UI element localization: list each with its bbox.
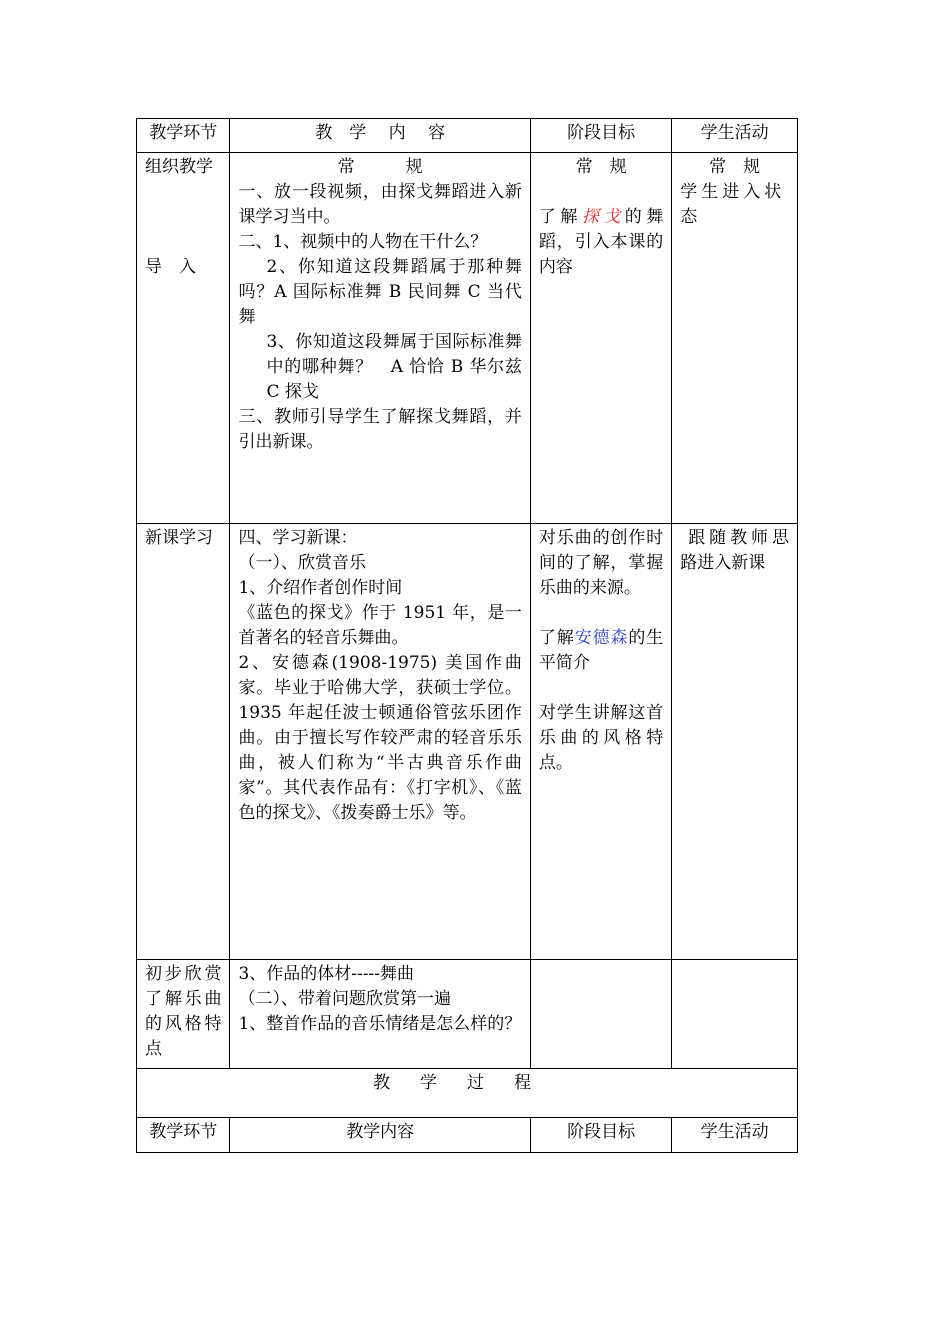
content-cell (230, 524, 530, 960)
content-line-3: 1、整首作品的音乐情绪是怎么样的？ (238, 1014, 522, 1034)
activity-text: 跟随教师思路进入新课 (680, 528, 789, 573)
header-content: 教 学 内 容 (230, 119, 530, 153)
goal-3: 对学生讲解这首乐曲的风格特点。 (538, 703, 664, 773)
activity-cell (672, 524, 798, 960)
section-title: 教学过程 (137, 1069, 798, 1118)
goal-cell (530, 153, 671, 524)
row-new-lesson (137, 524, 798, 960)
goal-text: 了解探戈的舞蹈，引入本课的内容 (538, 207, 664, 277)
content-line-1: 四、学习新课： (238, 528, 358, 548)
footer-header-stage: 教学环节 (137, 1118, 230, 1153)
activity-cell (672, 153, 798, 524)
highlight-tango: 探戈 (581, 207, 625, 227)
activity-cell (672, 960, 798, 1069)
content-line-3: 2、你知道这段舞蹈属于那种舞吗？A 国际标准舞 B 民间舞 C 当代舞 (238, 257, 522, 327)
content-line-3: 1、介绍作者创作时间 (238, 578, 403, 598)
content-cell (230, 960, 530, 1069)
content-line-1: 一、放一段视频，由探戈舞蹈进入新课学习当中。 (238, 182, 522, 227)
stage-cell (137, 960, 230, 1069)
content-line-5: 三、教师引导学生了解探戈舞蹈，并引出新课。 (238, 407, 522, 452)
content-cell (230, 153, 530, 524)
content-line-2: （二）、带着问题欣赏第一遍 (238, 989, 451, 1009)
goal-cell (530, 524, 671, 960)
footer-header-row (137, 1118, 798, 1153)
stage-cell: 新课学习 (137, 524, 230, 960)
highlight-anderson: 安德森 (574, 628, 629, 648)
stage-text: 初步欣赏了解乐曲的风格特点 (145, 964, 222, 1059)
lesson-plan-table (136, 118, 798, 1153)
content-line-2: 二、1、视频中的人物在干什么？ (238, 232, 488, 252)
content-line-4: 3、你知道这段舞属于国际标准舞中的哪种舞？ A 恰恰 B 华尔兹 C 探戈 (266, 332, 528, 402)
content-line-4: 《蓝色的探戈》作于 1951 年，是一首著名的轻音乐舞曲。 (238, 603, 522, 648)
stage-intro: 导 入 (145, 257, 196, 277)
section-title-row (137, 1069, 798, 1118)
goal-2: 了解安德森的生平简介 (538, 628, 664, 673)
stage-cell (137, 153, 230, 524)
activity-text: 学生进入状态 (680, 182, 786, 227)
stage-organize: 组织教学 (145, 157, 213, 177)
content-line-5: 2、安德森(1908-1975) 美国作曲家。毕业于哈佛大学，获硕士学位。1935 年起任波士顿通俗管弦乐团作曲。由于擅长写作较严肃的轻音乐乐曲，被人们称为“半古典音乐作曲家”。其代表作品有：《打字机》、《蓝色的探戈》、《拨奏爵士乐》等。 (238, 653, 522, 823)
content-line-1: 3、作品的体材-----舞曲 (238, 964, 415, 984)
header-stage: 教学环节 (137, 119, 230, 153)
content-title: 常 规 (337, 157, 423, 177)
content-line-2: （一）、欣赏音乐 (238, 553, 366, 573)
header-row (137, 119, 798, 153)
activity-title: 常 规 (709, 157, 761, 177)
goal-cell (530, 960, 671, 1069)
header-goal: 阶段目标 (530, 119, 671, 153)
footer-header-goal: 阶段目标 (530, 1118, 671, 1153)
row-initial-listen (137, 960, 798, 1069)
header-activity: 学生活动 (672, 119, 798, 153)
goal-title: 常 规 (575, 157, 627, 177)
goal-1: 对乐曲的创作时间的了解，掌握乐曲的来源。 (538, 528, 664, 598)
footer-header-content: 教学内容 (230, 1118, 530, 1153)
row-organize-intro (137, 153, 798, 524)
footer-header-activity: 学生活动 (672, 1118, 798, 1153)
